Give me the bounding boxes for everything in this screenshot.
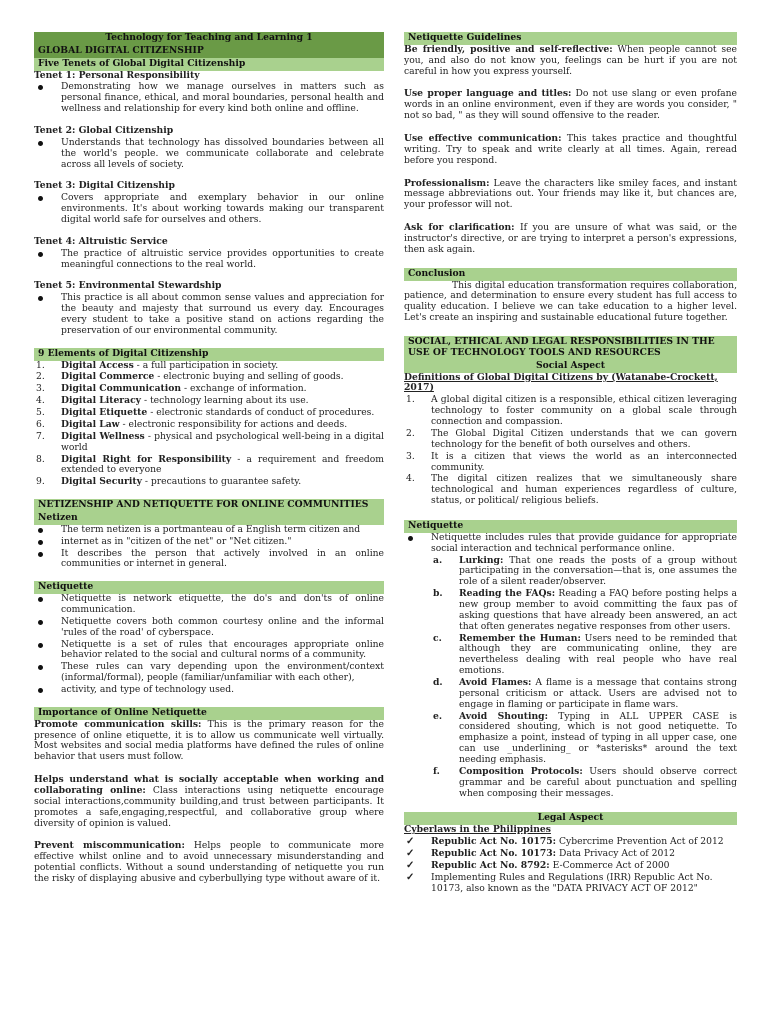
cyberlaws-heading: Cyberlaws in the Philippines <box>404 824 551 836</box>
subheading-netiquette-guidelines: Netiquette Guidelines <box>404 32 737 45</box>
list-item: ✓ Implementing Rules and Regulations (IRR) Republic Act No. 10173, also known as the "DATA PRIVACY ACT OF 2012" <box>404 873 737 895</box>
document-title: Technology for Teaching and Learning 1 <box>34 32 384 45</box>
definitions-list <box>404 395 737 507</box>
subheading-netiquette: Netiquette <box>34 581 384 594</box>
list-item: 4. Digital Literacy - technology learning about its use. <box>36 395 309 407</box>
importance-paragraph: Promote communication skills: This is the primary reason for the presence of online etiquette, it is to allow us communicate well virtually. Most websites and social media platforms have defined the rules of online behavior that users must follow. <box>34 718 384 763</box>
list-item: ✓ Republic Act No. 8792: E-Commerce Act of 2000 <box>404 861 737 872</box>
list-item: 3. Digital Communication - exchange of information. <box>36 383 307 395</box>
tenet-text: The practice of altruistic service provides opportunities to create meaningful connections to the real world. <box>34 249 384 271</box>
list-item: 2. The Global Digital Citizen understands that we can govern technology for the benefit of both ourselves and others. <box>406 427 737 450</box>
list-item: activity, and type of technology used. <box>34 685 384 696</box>
tenet-block <box>34 181 384 225</box>
list-item: 5. Digital Etiquette - electronic standards of conduct of procedures. <box>36 407 375 419</box>
list-item: 4. The digital citizen realizes that we simultaneously share technological and human experiences regardless of culture, status, or political/ religious beliefs. <box>406 473 737 507</box>
subheading-importance: Importance of Online Netiquette <box>34 707 384 720</box>
list-item: ✓ Republic Act No. 10173: Data Privacy Act of 2012 <box>404 849 737 860</box>
subheading-social-aspect: Social Aspect <box>404 360 737 373</box>
tenet-block <box>34 71 384 115</box>
list-item: 7. Digital Wellness - physical and psychological well-being in a digital world <box>36 430 384 453</box>
list-item: ✓ Republic Act No. 10175: Cybercrime Prevention Act of 2012 <box>404 837 737 848</box>
list-item: d. Avoid Flames: A flame is a message that contains strong personal criticism or attack. Users are advised not to engage in flaming or participate in flame wars. <box>433 676 738 710</box>
list-item: internet as in "citizen of the net" or "Net citizen." <box>34 537 384 548</box>
definitions-heading: Definitions of Global Digital Citizens by (Watanabe-Crockett, 2017) <box>404 371 718 394</box>
importance-paragraph: Prevent miscommunication: Helps people to communicate more effective whilst online and to avoid unnecessary misunderstanding and potential conflicts. Without a sound understanding of netiquette you run the risky of displaying abusive and cyberbullying type without aware of it. <box>34 840 384 884</box>
netiquette-intro-list <box>404 533 737 555</box>
tenet-title: Tenet 2: Global Citizenship <box>34 125 174 137</box>
guideline-paragraph: Use proper language and titles: Do not use slang or even profane words in an online environment, even if they are words you consider, " not so bad, " as they will sound offensive to the reader. <box>404 88 737 122</box>
subheading-netizen: Netizen <box>34 512 384 525</box>
importance-paragraph: Helps understand what is socially acceptable when working and collaborating online: Class interactions using netiquette encourage social interactions,community building,and trust between participants. It promotes a safe,engaging,respectful, and collaborative group where diversity of opinion is valued. <box>34 774 384 829</box>
right-column <box>404 32 737 895</box>
list-item: 3. It is a citizen that views the world as an interconnected community. <box>406 450 737 473</box>
list-item: These rules can vary depending upon the environment/context (informal/formal), people (familiar/unfamiliar with each other), <box>34 662 384 684</box>
elements-list <box>34 361 384 488</box>
list-item: 8. Digital Right for Responsibility - a requirement and freedom extended to everyone <box>36 453 385 476</box>
list-item: c. Remember the Human: Users need to be reminded that although they are communicating online, they are nevertheless dealing with real people who have real emotions. <box>433 632 737 677</box>
tenet-title: Tenet 1: Personal Responsibility <box>34 69 200 81</box>
subheading-conclusion: Conclusion <box>404 268 737 281</box>
tenet-text: This practice is all about common sense values and appreciation for the beauty and majesty that surround us every day. Encourages every student to take a positive stand on actions regarding the preservation of our environmental community. <box>34 293 384 336</box>
guideline-paragraph: Be friendly, positive and self-reflective: When people cannot see you, and also do not know you, feelings can be hurt if you are not careful in how you express yourself. <box>404 43 737 77</box>
tenet-title: Tenet 5: Environmental Stewardship <box>34 280 222 292</box>
tenet-text: Covers appropriate and exemplary behavior in our online environments. It's about working towards making our transparent digital world safe for ourselves and others. <box>34 193 384 226</box>
list-item: Netiquette is network etiquette, the do's and don'ts of online communication. <box>34 594 384 616</box>
subheading-legal-aspect: Legal Aspect <box>404 812 737 825</box>
subheading-netiquette-rules: Netiquette <box>404 520 737 533</box>
guideline-paragraph: Use effective communication: This takes practice and thoughtful writing. Try to speak and write clearly at all times. Again, reread before you respond. <box>404 133 737 166</box>
subheading-nine-elements: 9 Elements of Digital Citizenship <box>34 348 384 361</box>
list-item: a. Lurking: That one reads the posts of a group without participating in the conversation—that is, one assumes the role of a silent reader/observer. <box>433 554 737 588</box>
list-item: 1. A global digital citizen is a responsible, ethical citizen leveraging technology to foster community on a global scale through connection and compassion. <box>406 394 737 428</box>
tenet-block <box>34 281 384 336</box>
tenet-block <box>34 126 384 170</box>
netizen-list <box>34 525 384 570</box>
guideline-paragraph: Professionalism: Leave the characters like smiley faces, and instant message abbreviations out. Your friends may like it, but chances are, your professor will not. <box>404 177 737 211</box>
tenet-text: Understands that technology has dissolved boundaries between all the world's people. we communicate collaborate and celebrate across all levels of society. <box>34 138 384 171</box>
list-item: 2. Digital Commerce - electronic buying and selling of goods. <box>36 371 344 383</box>
tenet-text: Demonstrating how we manage ourselves in matters such as personal finance, ethical, and moral boundaries, personal health and wellness and relationship for every kind both online and offline. <box>34 82 384 115</box>
section-heading-global-digital-citizenship: GLOBAL DIGITAL CITIZENSHIP <box>34 45 384 58</box>
section-heading-social-ethical-legal: SOCIAL, ETHICAL AND LEGAL RESPONSIBILITIES IN THE USE OF TECHNOLOGY TOOLS AND RESOURCES <box>404 336 737 360</box>
list-item: Netiquette is a set of rules that encourages appropriate online behavior related to the social and cultural norms of a community. <box>34 640 384 662</box>
netiquette-list <box>34 594 384 696</box>
tenet-title: Tenet 3: Digital Citizenship <box>34 180 175 192</box>
list-item: 1. Digital Access - a full participation in society. <box>36 359 279 371</box>
list-item: 6. Digital Law - electronic responsibility for actions and deeds. <box>36 418 348 430</box>
left-column <box>34 32 384 885</box>
section-heading-netizenship: NETIZENSHIP AND NETIQUETTE FOR ONLINE COMMUNITIES <box>34 499 384 512</box>
list-item: Netiquette includes rules that provide guidance for appropriate social interaction and technical performance online. <box>404 533 737 555</box>
list-item: It describes the person that actively involved in an online communities or internet in general. <box>34 549 384 571</box>
list-item: Netiquette covers both common courtesy online and the informal 'rules of the road' of cyberspace. <box>34 617 384 639</box>
conclusion-paragraph: This digital education transformation requires collaboration, patience, and determination to ensure every student has full access to quality education. I believe we can take education to a higher level. Let's create an inspiring and sustainable educational future together. <box>404 279 737 324</box>
tenet-block <box>34 237 384 271</box>
list-item: The term netizen is a portmanteau of a English term citizen and <box>34 525 384 536</box>
subheading-five-tenets: Five Tenets of Global Digital Citizenship <box>34 58 384 71</box>
cyberlaws-list <box>404 837 737 894</box>
guideline-paragraph: Ask for clarification: If you are unsure of what was said, or the instructor's directive, or are trying to interpret a person's expressions, then ask again. <box>404 222 737 255</box>
netiquette-points-list <box>404 556 737 800</box>
tenet-title: Tenet 4: Altruistic Service <box>34 235 168 247</box>
list-item: e. Avoid Shouting: Typing in ALL UPPER CASE is considered shouting, which is not good netiquette. To emphasize a point, instead of typing in all upper case, one can use _underlining_ or *asterisks* around the text needing emphasis. <box>433 710 738 765</box>
list-item: f. Composition Protocols: Users should observe correct grammar and be careful about punctuation and spelling when composing their messages. <box>433 765 737 799</box>
list-item: b. Reading the FAQs: Reading a FAQ before posting helps a new group member to avoid committing the faux pas of asking questions that have already been answered, an act that often generates negative responses from other users. <box>433 588 737 632</box>
list-item: 9. Digital Security - precautions to guarantee safety. <box>36 476 302 488</box>
